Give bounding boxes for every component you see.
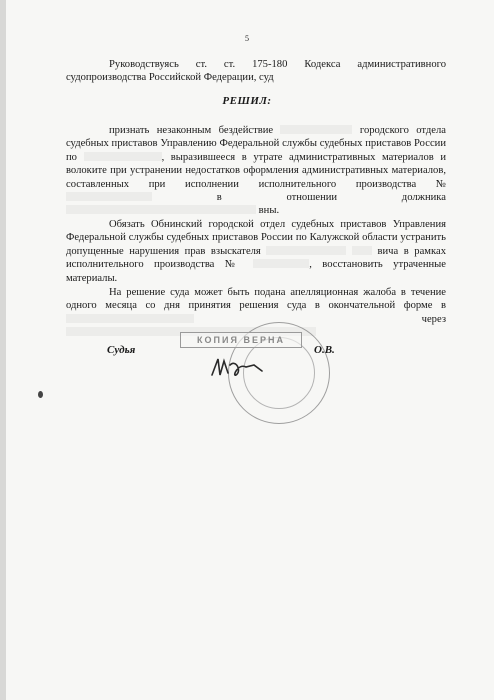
handwritten-signature [208, 355, 268, 381]
redaction [266, 246, 346, 255]
redaction [253, 259, 309, 268]
redaction [280, 125, 352, 134]
decision-paragraph-1: признать незаконным бездействие городского отдела судебных приставов Управлению Федеральной службы судебных приставов России по , выразившееся в утрате административных материалов и волоките при устранении недостатков оформления административных материалов, составленных при исполнении исполнительного производства № в отношении должника вны. [66, 125, 446, 217]
ink-blot [38, 391, 43, 398]
page-number: 5 [245, 34, 249, 43]
decision-paragraph-2: Обязать Обнинский городской отдел судебных приставов Управления Федеральной службы судебных приставов России по Калужской области устранить допущенные нарушения прав взыскателя вича в рамках исполнительного производства № , восстановить утраченные материалы. [66, 219, 446, 284]
redaction [66, 192, 152, 201]
intro-paragraph: Руководствуясь ст. ст. 175-180 Кодекса административного судопроизводства Российской Федерации, суд [66, 59, 446, 84]
judge-label: Судья [107, 344, 136, 356]
redaction [66, 314, 194, 323]
judge-initials: О.В. [314, 344, 335, 356]
decision-paragraph-3: На решение суда может быть подана апелляционная жалоба в течение одного месяца со дня принятия решения суда в окончательной форме в через [66, 286, 446, 340]
copy-certified-stamp: КОПИЯ ВЕРНА [180, 332, 302, 348]
redaction [84, 152, 162, 161]
redaction [352, 246, 372, 255]
decision-heading: РЕШИЛ: [222, 95, 272, 107]
redaction [66, 205, 256, 214]
